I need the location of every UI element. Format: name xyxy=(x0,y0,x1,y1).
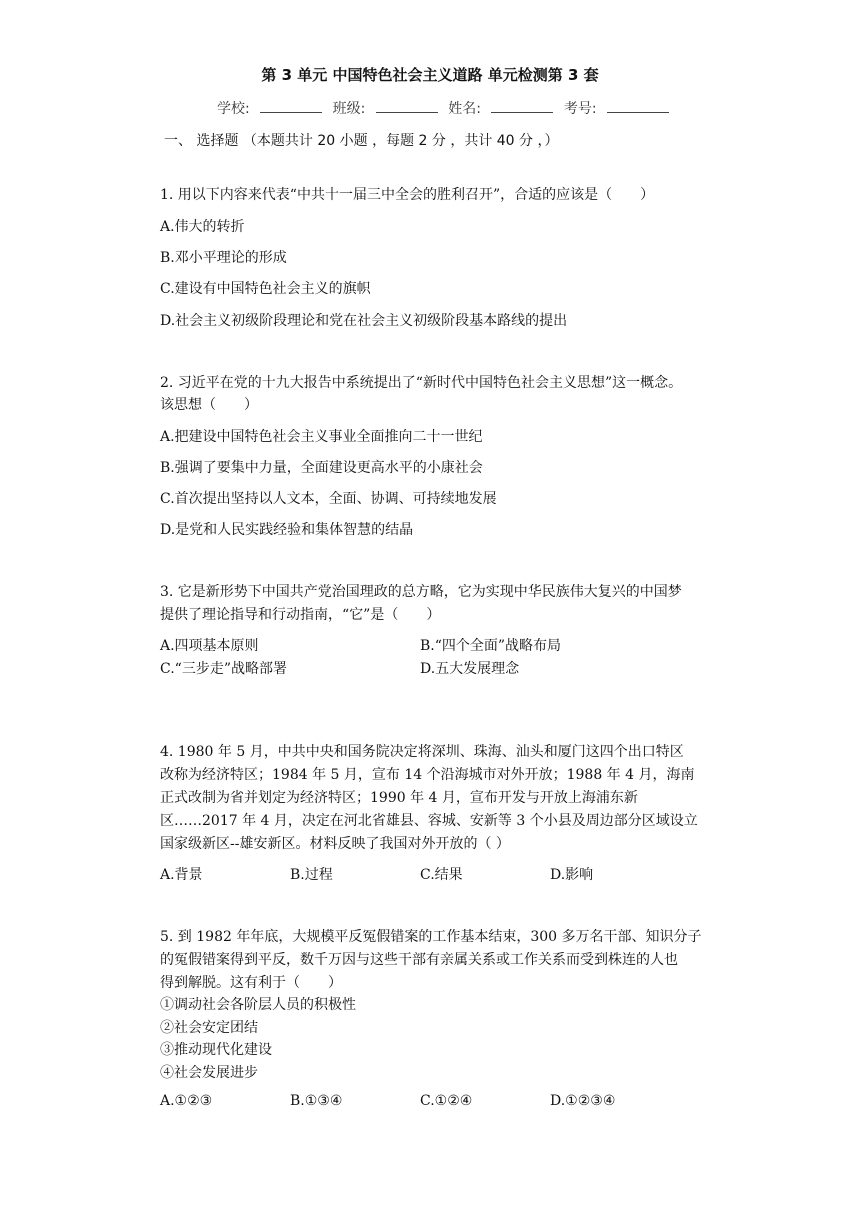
question-5-stem-line: 得到解脱。这有利于（ ） xyxy=(160,975,342,991)
question-5-statement-4: ④社会发展进步 xyxy=(160,1065,258,1081)
question-5-stem-line: 5. 到 1982 年年底，大规模平反冤假错案的工作基本结束，300 多万名干部、知识分子 xyxy=(160,929,702,945)
school-blank xyxy=(260,100,322,113)
question-4-option-a: A.背景 xyxy=(160,867,203,883)
question-2-option-a: A.把建设中国特色社会主义事业全面推向二十一世纪 xyxy=(160,429,483,445)
class-blank xyxy=(376,100,438,113)
name-blank xyxy=(491,100,553,113)
question-2-stem-line: 2. 习近平在党的十九大报告中系统提出了“新时代中国特色社会主义思想”这一概念。 xyxy=(160,375,683,391)
school-label: 学校: xyxy=(216,101,250,117)
question-1-option-b: B.邓小平理论的形成 xyxy=(160,250,287,266)
question-3-stem-line: 提供了理论指导和行动指南，“它”是（ ） xyxy=(160,607,441,623)
exam-title: 第 3 单元 中国特色社会主义道路 单元检测第 3 套 xyxy=(261,66,599,84)
question-3-option-d: D.五大发展理念 xyxy=(420,661,520,677)
question-4-stem-line: 改称为经济特区；1984 年 5 月，宣布 14 个沿海城市对外开放；1988 年 4 月，海南 xyxy=(160,767,695,783)
question-4-stem-line: 区……2017 年 4 月，决定在河北省雄县、容城、安新等 3 个小县及周边部分区域设立 xyxy=(160,813,698,829)
question-2-option-b: B.强调了要集中力量，全面建设更高水平的小康社会 xyxy=(160,460,483,476)
question-5-statement-2: ②社会安定团结 xyxy=(160,1020,258,1036)
student-info-row xyxy=(0,98,860,118)
question-1-option-c: C.建设有中国特色社会主义的旗帜 xyxy=(160,281,371,297)
question-5-stem-line: 的冤假错案得到平反，数千万因与这些干部有亲属关系或工作关系而受到株连的人也 xyxy=(160,952,678,968)
question-5-option-c: C.①②④ xyxy=(420,1093,473,1109)
question-5-statement-3: ③推动现代化建设 xyxy=(160,1042,272,1058)
question-3-option-a: A.四项基本原则 xyxy=(160,638,259,654)
question-1-option-a: A.伟大的转折 xyxy=(160,219,245,235)
question-3-option-b: B.“四个全面”战略布局 xyxy=(420,638,562,654)
question-2-stem-line: 该思想（ ） xyxy=(160,397,258,413)
exam-no-label: 考号: xyxy=(563,101,597,117)
exam-no-blank xyxy=(607,100,669,113)
question-4-option-b: B.过程 xyxy=(290,867,333,883)
question-4-stem-line: 4. 1980 年 5 月，中共中央和国务院决定将深圳、珠海、汕头和厦门这四个出口特区 xyxy=(160,744,684,760)
question-4-option-d: D.影响 xyxy=(550,867,594,883)
question-3-option-c: C.“三步走”战略部署 xyxy=(160,661,287,677)
question-4-stem-line: 正式改制为省并划定为经济特区；1990 年 4 月，宣布开发与开放上海浦东新 xyxy=(160,790,638,806)
question-5-option-d: D.①②③④ xyxy=(550,1093,616,1109)
name-label: 姓名: xyxy=(448,101,481,117)
question-5-statement-1: ①调动社会各阶层人员的积极性 xyxy=(160,997,356,1013)
section-heading: 一、 选择题 （本题共计 20 小题 ，每题 2 分 ，共计 40 分 ，） xyxy=(164,133,559,149)
class-label: 班级: xyxy=(332,101,366,117)
question-2-option-d: D.是党和人民实践经验和集体智慧的结晶 xyxy=(160,522,414,538)
question-2-option-c: C.首次提出坚持以人文本，全面、协调、可持续地发展 xyxy=(160,491,497,507)
question-5-option-b: B.①③④ xyxy=(290,1093,343,1109)
question-4-option-c: C.结果 xyxy=(420,867,463,883)
question-4-stem-line: 国家级新区--雄安新区。材料反映了我国对外开放的（ ） xyxy=(160,836,510,852)
question-1-option-d: D.社会主义初级阶段理论和党在社会主义初级阶段基本路线的提出 xyxy=(160,313,568,329)
question-5-option-a: A.①②③ xyxy=(160,1093,213,1109)
question-1-stem-line: 1. 用以下内容来代表“中共十一届三中全会的胜利召开”，合适的应该是（ ） xyxy=(160,187,655,203)
question-3-stem-line: 3. 它是新形势下中国共产党治国理政的总方略，它为实现中华民族伟大复兴的中国梦 xyxy=(160,584,682,600)
